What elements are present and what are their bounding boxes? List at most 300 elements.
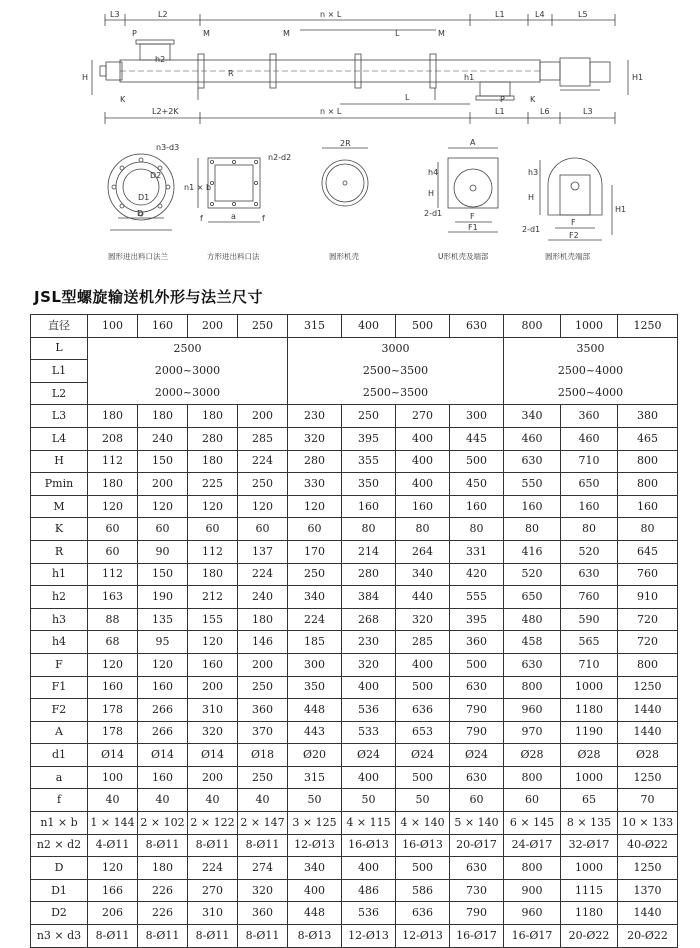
table-cell: 120 — [188, 495, 238, 518]
table-cell: 800 — [504, 766, 561, 789]
table-cell: 16-Ø17 — [504, 925, 561, 948]
table-cell: 460 — [561, 427, 618, 450]
table-cell: Ø14 — [138, 744, 188, 767]
table-cell: 137 — [238, 540, 288, 563]
dim-nl-top: n × L — [320, 10, 342, 19]
label-n3-d3: n3-d3 — [156, 143, 180, 152]
table-cell: 180 — [188, 405, 238, 428]
table-cell: 160 — [618, 495, 678, 518]
table-row — [31, 812, 678, 835]
row-label: L — [31, 337, 88, 360]
table-cell: 445 — [450, 427, 504, 450]
table-cell: 1250 — [618, 676, 678, 699]
table-row — [31, 540, 678, 563]
table-cell: 178 — [88, 699, 138, 722]
table-row — [31, 427, 678, 450]
table-cell: 200 — [188, 676, 238, 699]
table-cell: 20-Ø22 — [618, 925, 678, 948]
table-cell: 160 — [396, 495, 450, 518]
table-cell: 68 — [88, 631, 138, 654]
table-row — [31, 857, 678, 880]
dim-k-left: K — [120, 95, 126, 104]
table-cell: 200 — [238, 653, 288, 676]
table-cell: 12-Ø13 — [288, 834, 342, 857]
table-cell: 212 — [188, 586, 238, 609]
table-cell: 12-Ø13 — [396, 925, 450, 948]
table-cell: 630 — [504, 450, 561, 473]
table-cell: 331 — [450, 540, 504, 563]
round-end-labels — [522, 168, 626, 240]
table-cell: 120 — [88, 495, 138, 518]
table-cell: 60 — [450, 789, 504, 812]
table-cell: 960 — [504, 902, 561, 925]
table-cell: Ø14 — [88, 744, 138, 767]
label-n1-b: n1 × b — [184, 183, 212, 192]
table-cell: 146 — [238, 631, 288, 654]
table-cell: 80 — [450, 518, 504, 541]
table-cell: 32-Ø17 — [561, 834, 618, 857]
table-cell: 270 — [188, 879, 238, 902]
row-label: D — [31, 857, 88, 880]
u-housing-drawing — [438, 148, 498, 232]
label-h3: h3 — [528, 168, 539, 177]
table-cell: 160 — [138, 676, 188, 699]
table-cell: 250 — [238, 473, 288, 496]
label-h1-end: H1 — [615, 205, 627, 214]
table-cell: 178 — [88, 721, 138, 744]
table-cell: 400 — [396, 450, 450, 473]
table-cell: 120 — [288, 495, 342, 518]
table-cell: 1190 — [561, 721, 618, 744]
table-cell: 16-Ø17 — [450, 925, 504, 948]
row-label: M — [31, 495, 88, 518]
dim-m-2: M — [283, 29, 290, 38]
table-row — [31, 495, 678, 518]
table-cell: 150 — [138, 563, 188, 586]
table-cell: 970 — [504, 721, 561, 744]
table-cell: 166 — [88, 879, 138, 902]
table-cell: 224 — [238, 563, 288, 586]
table-cell: 800 — [618, 653, 678, 676]
table-cell: 285 — [238, 427, 288, 450]
table-cell: 900 — [504, 879, 561, 902]
table-cell: 360 — [238, 902, 288, 925]
dim-r: R — [228, 69, 234, 78]
table-cell: 340 — [288, 586, 342, 609]
table-cell: 266 — [138, 699, 188, 722]
dim-m-1: M — [203, 29, 210, 38]
table-row — [31, 902, 678, 925]
label-d2: D2 — [150, 171, 162, 180]
caption-square-flange: 方形进出料口法 — [207, 252, 260, 261]
table-cell: 340 — [396, 563, 450, 586]
table-cell: 416 — [504, 540, 561, 563]
table-cell: 160 — [342, 495, 396, 518]
table-cell: 400 — [396, 653, 450, 676]
table-cell: 80 — [504, 518, 561, 541]
dim-l3-top: L3 — [110, 10, 120, 19]
row-label: n2 × d2 — [31, 834, 88, 857]
table-cell: 448 — [288, 699, 342, 722]
dim-l-bottom: L — [405, 93, 410, 102]
square-flange-labels — [184, 153, 291, 223]
table-cell: 500 — [396, 766, 450, 789]
row-label: h2 — [31, 586, 88, 609]
table-cell: 355 — [342, 450, 396, 473]
row-label: L3 — [31, 405, 88, 428]
table-cell: 720 — [618, 631, 678, 654]
row-label: H — [31, 450, 88, 473]
table-cell: 224 — [188, 857, 238, 880]
table-cell: 155 — [188, 608, 238, 631]
table-cell: 536 — [342, 699, 396, 722]
label-2-d1-end: 2-d1 — [522, 225, 541, 234]
table-cell: 720 — [618, 608, 678, 631]
table-cell: Ø28 — [618, 744, 678, 767]
technical-drawings — [0, 0, 700, 275]
dim-h2: h2 — [155, 55, 166, 64]
u-housing-labels — [424, 138, 478, 232]
table-cell: 160 — [504, 495, 561, 518]
table-cell: 120 — [88, 653, 138, 676]
table-cell: 565 — [561, 631, 618, 654]
row-label: f — [31, 789, 88, 812]
dim-h-left: H — [82, 73, 89, 82]
table-cell: 448 — [288, 902, 342, 925]
table-cell: 264 — [396, 540, 450, 563]
row-label: h3 — [31, 608, 88, 631]
table-cell: 160 — [88, 676, 138, 699]
table-cell: 90 — [138, 540, 188, 563]
table-cell: 50 — [396, 789, 450, 812]
header-label: 直径 — [31, 315, 88, 338]
table-cell: 1440 — [618, 902, 678, 925]
dim-p-left: P — [132, 29, 137, 38]
table-cell: Ø28 — [561, 744, 618, 767]
table-cell: 60 — [88, 540, 138, 563]
table-cell: 16-Ø13 — [396, 834, 450, 857]
table-cell: 230 — [342, 631, 396, 654]
table-cell: 206 — [88, 902, 138, 925]
dim-h1-right: H1 — [632, 73, 644, 82]
dim-h1: h1 — [464, 73, 475, 82]
table-cell: 80 — [342, 518, 396, 541]
table-cell: 790 — [450, 721, 504, 744]
table-cell: 1440 — [618, 721, 678, 744]
dim-k-right: K — [530, 95, 536, 104]
table-cell: 395 — [450, 608, 504, 631]
table-cell: 486 — [342, 879, 396, 902]
table-cell: 285 — [396, 631, 450, 654]
round-end-drawing — [540, 158, 612, 240]
caption-round-housing: 圆形机壳 — [329, 252, 359, 261]
table-cell: 12-Ø13 — [342, 925, 396, 948]
table-row — [31, 676, 678, 699]
dim-l3-bottom: L3 — [583, 107, 593, 116]
table-cell: 636 — [396, 699, 450, 722]
table-cell: 163 — [88, 586, 138, 609]
table-cell: 550 — [504, 473, 561, 496]
label-h-u: H — [428, 189, 435, 198]
round-housing-drawing — [322, 148, 368, 206]
row-label: D2 — [31, 902, 88, 925]
table-cell: 710 — [561, 653, 618, 676]
table-cell: 160 — [138, 766, 188, 789]
table-cell: 208 — [88, 427, 138, 450]
table-cell: 250 — [238, 676, 288, 699]
table-cell: 320 — [288, 427, 342, 450]
round-flange-drawing — [108, 154, 174, 230]
table-cell: 650 — [504, 586, 561, 609]
table-cell: 112 — [88, 563, 138, 586]
table-cell: 910 — [618, 586, 678, 609]
table-cell: 1000 — [561, 676, 618, 699]
table-cell: 2 × 122 — [188, 812, 238, 835]
table-cell: 460 — [504, 427, 561, 450]
table-cell: 350 — [342, 473, 396, 496]
merged-cell: 2000~3000 — [88, 360, 288, 383]
table-cell: 360 — [450, 631, 504, 654]
table-cell: 180 — [238, 608, 288, 631]
table-cell: 120 — [138, 653, 188, 676]
label-2r: 2R — [340, 139, 351, 148]
table-cell: 2 × 147 — [238, 812, 288, 835]
table-cell: 960 — [504, 699, 561, 722]
table-cell: 60 — [238, 518, 288, 541]
table-cell: 443 — [288, 721, 342, 744]
dim-p-right: P — [500, 95, 505, 104]
label-f2-end: F2 — [569, 231, 579, 240]
table-cell: 8-Ø11 — [138, 925, 188, 948]
table-cell: 1000 — [561, 857, 618, 880]
table-cell: 40 — [238, 789, 288, 812]
table-row — [31, 653, 678, 676]
table-row — [31, 405, 678, 428]
table-cell: 20-Ø22 — [561, 925, 618, 948]
table-cell: 440 — [396, 586, 450, 609]
table-cell: 180 — [188, 563, 238, 586]
table-cell: 60 — [188, 518, 238, 541]
table-cell: 60 — [288, 518, 342, 541]
table-cell: 630 — [561, 563, 618, 586]
table-cell: 800 — [618, 450, 678, 473]
table-cell: Ø24 — [396, 744, 450, 767]
table-cell: 6 × 145 — [504, 812, 561, 835]
table-row — [31, 631, 678, 654]
table-cell: 650 — [561, 473, 618, 496]
table-cell: 120 — [188, 631, 238, 654]
row-label: F1 — [31, 676, 88, 699]
table-cell: 180 — [88, 473, 138, 496]
row-label: L1 — [31, 360, 88, 383]
table-cell: 653 — [396, 721, 450, 744]
label-a: a — [231, 212, 236, 221]
table-row — [31, 518, 678, 541]
row-label: h4 — [31, 631, 88, 654]
table-cell: 300 — [450, 405, 504, 428]
dim-l2k-bottom: L2+2K — [152, 107, 179, 116]
table-cell: 350 — [288, 676, 342, 699]
merged-cell: 2500~4000 — [504, 382, 678, 405]
table-row — [31, 834, 678, 857]
table-cell: 1115 — [561, 879, 618, 902]
table-cell: 380 — [618, 405, 678, 428]
caption-u-housing: U形机壳及端部 — [438, 252, 489, 261]
table-cell: 760 — [618, 563, 678, 586]
table-cell: 40 — [188, 789, 238, 812]
header-cell: 250 — [238, 315, 288, 338]
table-cell: 500 — [396, 676, 450, 699]
table-cell: 120 — [88, 857, 138, 880]
dim-l1-top: L1 — [495, 10, 505, 19]
table-cell: 200 — [238, 405, 288, 428]
header-cell: 630 — [450, 315, 504, 338]
table-cell: 2 × 102 — [138, 812, 188, 835]
header-cell: 500 — [396, 315, 450, 338]
table-cell: 645 — [618, 540, 678, 563]
table-cell: 636 — [396, 902, 450, 925]
table-cell: 180 — [188, 450, 238, 473]
table-cell: Ø14 — [188, 744, 238, 767]
table-cell: 400 — [396, 473, 450, 496]
table-row-merged — [31, 337, 678, 360]
row-label: F2 — [31, 699, 88, 722]
table-cell: 280 — [288, 450, 342, 473]
table-cell: 590 — [561, 608, 618, 631]
table-cell: 400 — [342, 676, 396, 699]
row-label: Pmin — [31, 473, 88, 496]
table-cell: 400 — [288, 879, 342, 902]
merged-cell: 3500 — [504, 337, 678, 360]
table-cell: 630 — [450, 857, 504, 880]
table-cell: 40 — [138, 789, 188, 812]
table-cell: 88 — [88, 608, 138, 631]
table-cell: 4 × 115 — [342, 812, 396, 835]
table-cell: 20-Ø17 — [450, 834, 504, 857]
label-f-left: f — [200, 214, 203, 223]
dim-l4-top: L4 — [535, 10, 545, 19]
row-label: F — [31, 653, 88, 676]
table-cell: Ø24 — [342, 744, 396, 767]
row-label: d1 — [31, 744, 88, 767]
label-f-end: F — [571, 218, 576, 227]
table-row — [31, 699, 678, 722]
table-header-row — [31, 315, 678, 338]
header-cell: 160 — [138, 315, 188, 338]
merged-cell: 2500~3500 — [288, 382, 504, 405]
table-cell: 320 — [188, 721, 238, 744]
dim-nl-bottom: n × L — [320, 107, 342, 116]
table-cell: 230 — [288, 405, 342, 428]
dim-l2-top: L2 — [158, 10, 168, 19]
table-cell: 3 × 125 — [288, 812, 342, 835]
label-f-u: F — [470, 212, 475, 221]
row-label: h1 — [31, 563, 88, 586]
page-title: JSL型螺旋输送机外形与法兰尺寸 — [34, 288, 263, 306]
table-cell: 800 — [504, 676, 561, 699]
side-view-labels — [82, 10, 643, 116]
table-cell: 24-Ø17 — [504, 834, 561, 857]
header-cell: 100 — [88, 315, 138, 338]
table-cell: 224 — [288, 608, 342, 631]
table-row — [31, 879, 678, 902]
table-cell: 120 — [138, 495, 188, 518]
table-cell: 160 — [188, 653, 238, 676]
table-cell: 300 — [288, 653, 342, 676]
merged-cell: 2500~4000 — [504, 360, 678, 383]
table-cell: 1180 — [561, 902, 618, 925]
dim-m-3: M — [438, 29, 445, 38]
table-cell: 160 — [561, 495, 618, 518]
table-cell: 1440 — [618, 699, 678, 722]
table-cell: 250 — [288, 563, 342, 586]
label-d: D — [137, 209, 144, 218]
merged-cell: 2500~3500 — [288, 360, 504, 383]
label-h-end: H — [528, 193, 535, 202]
table-cell: 630 — [450, 766, 504, 789]
table-row — [31, 450, 678, 473]
dim-l-top: L — [395, 29, 400, 38]
table-cell: 112 — [88, 450, 138, 473]
merged-cell: 2000~3000 — [88, 382, 288, 405]
table-cell: 16-Ø13 — [342, 834, 396, 857]
table-cell: 100 — [88, 766, 138, 789]
table-cell: 370 — [238, 721, 288, 744]
table-cell: 533 — [342, 721, 396, 744]
table-cell: 450 — [450, 473, 504, 496]
table-cell: 320 — [396, 608, 450, 631]
table-cell: 330 — [288, 473, 342, 496]
caption-round-end: 圆形机壳端部 — [545, 252, 590, 261]
table-cell: 800 — [504, 857, 561, 880]
table-cell: Ø24 — [450, 744, 504, 767]
label-n2-d2: n2-d2 — [268, 153, 292, 162]
table-cell: 50 — [288, 789, 342, 812]
table-row — [31, 925, 678, 948]
merged-cell: 3000 — [288, 337, 504, 360]
table-row — [31, 608, 678, 631]
table-cell: 536 — [342, 902, 396, 925]
table-cell: 200 — [188, 766, 238, 789]
row-label: L4 — [31, 427, 88, 450]
row-label: L2 — [31, 382, 88, 405]
table-cell: 790 — [450, 699, 504, 722]
spec-table — [30, 314, 678, 948]
table-cell: 8-Ø11 — [188, 925, 238, 948]
table-cell: 8-Ø11 — [188, 834, 238, 857]
table-cell: 8-Ø13 — [288, 925, 342, 948]
table-cell: 250 — [238, 766, 288, 789]
table-cell: 40-Ø22 — [618, 834, 678, 857]
table-cell: 500 — [450, 653, 504, 676]
table-row — [31, 744, 678, 767]
table-cell: 730 — [450, 879, 504, 902]
dim-l6-bottom: L6 — [540, 107, 550, 116]
spec-table-body — [31, 315, 678, 948]
table-cell: 160 — [450, 495, 504, 518]
table-cell: 214 — [342, 540, 396, 563]
table-cell: 266 — [138, 721, 188, 744]
table-cell: 112 — [188, 540, 238, 563]
header-cell: 400 — [342, 315, 396, 338]
table-cell: Ø20 — [288, 744, 342, 767]
table-cell: 500 — [450, 450, 504, 473]
table-cell: 240 — [238, 586, 288, 609]
table-cell: 420 — [450, 563, 504, 586]
table-cell: 320 — [238, 879, 288, 902]
table-cell: 790 — [450, 902, 504, 925]
table-cell: 250 — [342, 405, 396, 428]
